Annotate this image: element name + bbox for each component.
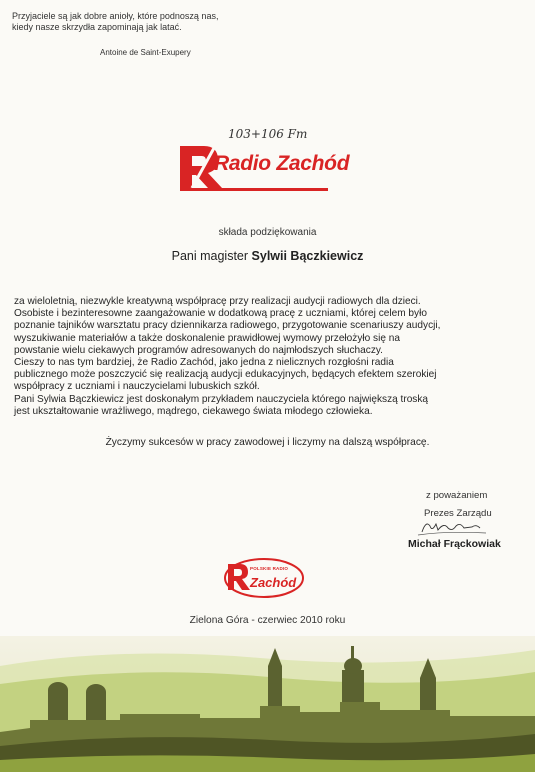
quote	[12, 11, 218, 33]
body-line: jest ukształtowanie wrażliwego, mądrego, ciekawego świata młodego człowieka.	[14, 405, 373, 417]
recipient	[0, 249, 535, 263]
quote-line-1: Przyjaciele są jak dobre anioły, które podnoszą nas,	[12, 11, 219, 21]
body-line: Osobiste i bezinteresowne zaangażowanie w dodatkową pracę z uczniami, której celem było	[14, 308, 427, 320]
handwritten-signature	[416, 518, 496, 538]
recipient-prefix: Pani magister	[171, 249, 249, 263]
quote-author: Antoine de Saint-Exupery	[100, 48, 191, 57]
body-line: za wieloletnią, niezwykle kreatywną współpracę przy realizacji audycji radiowych dla dzieci.	[14, 296, 421, 307]
body-line: poznanie tajników warsztatu pracy dziennikarza radiowego, przygotowanie scenariuszy audycji,	[14, 320, 441, 332]
body-line: Pani Sylwia Bączkiewicz jest doskonałym przykładem nauczyciela którego największą troską	[14, 393, 429, 405]
small-logo-brand: POLSKIE RADIO	[250, 566, 289, 571]
signer-title: Prezes Zarządu	[424, 508, 492, 519]
body-line: publicznego może poszczycić się realizacją audycji edukacyjnych, będących efektem szerokiej	[14, 369, 437, 381]
thanks-line: składa podziękowania	[218, 227, 317, 238]
frequency-label: 103+106 Fm	[228, 127, 308, 141]
letter-body	[14, 296, 526, 418]
body-line: wyszukiwanie materiałów a także doskonalenie prawidłowej wymowy przełożyło się na	[14, 332, 400, 344]
small-logo-name: Zachód	[250, 575, 297, 590]
recipient-name: Sylwii Bączkiewicz	[251, 249, 364, 263]
quote-line-2: kiedy nasze skrzydła zapominają jak latać.	[12, 22, 182, 32]
regards: z poważaniem	[426, 490, 488, 501]
city-skyline-illustration	[0, 636, 535, 772]
wish-line: Życzymy sukcesów w pracy zawodowej i liczymy na dalszą współpracę.	[105, 437, 430, 448]
logo-name: Radio Zachód	[214, 152, 350, 175]
logo-underline	[180, 188, 328, 191]
body-line: Cieszy to nas tym bardziej, że Radio Zachód, jako jedna z nielicznych rozgłośni radia	[14, 357, 394, 369]
signer-name: Michał Frąckowiak	[408, 538, 501, 550]
body-line: powstanie wielu ciekawych programów adresowanych do najmłodszych słuchaczy.	[14, 344, 383, 356]
body-line: współpracy z uczniami i nauczycielami lubuskich szkół.	[14, 381, 260, 393]
place-and-date: Zielona Góra - czerwiec 2010 roku	[189, 615, 346, 626]
